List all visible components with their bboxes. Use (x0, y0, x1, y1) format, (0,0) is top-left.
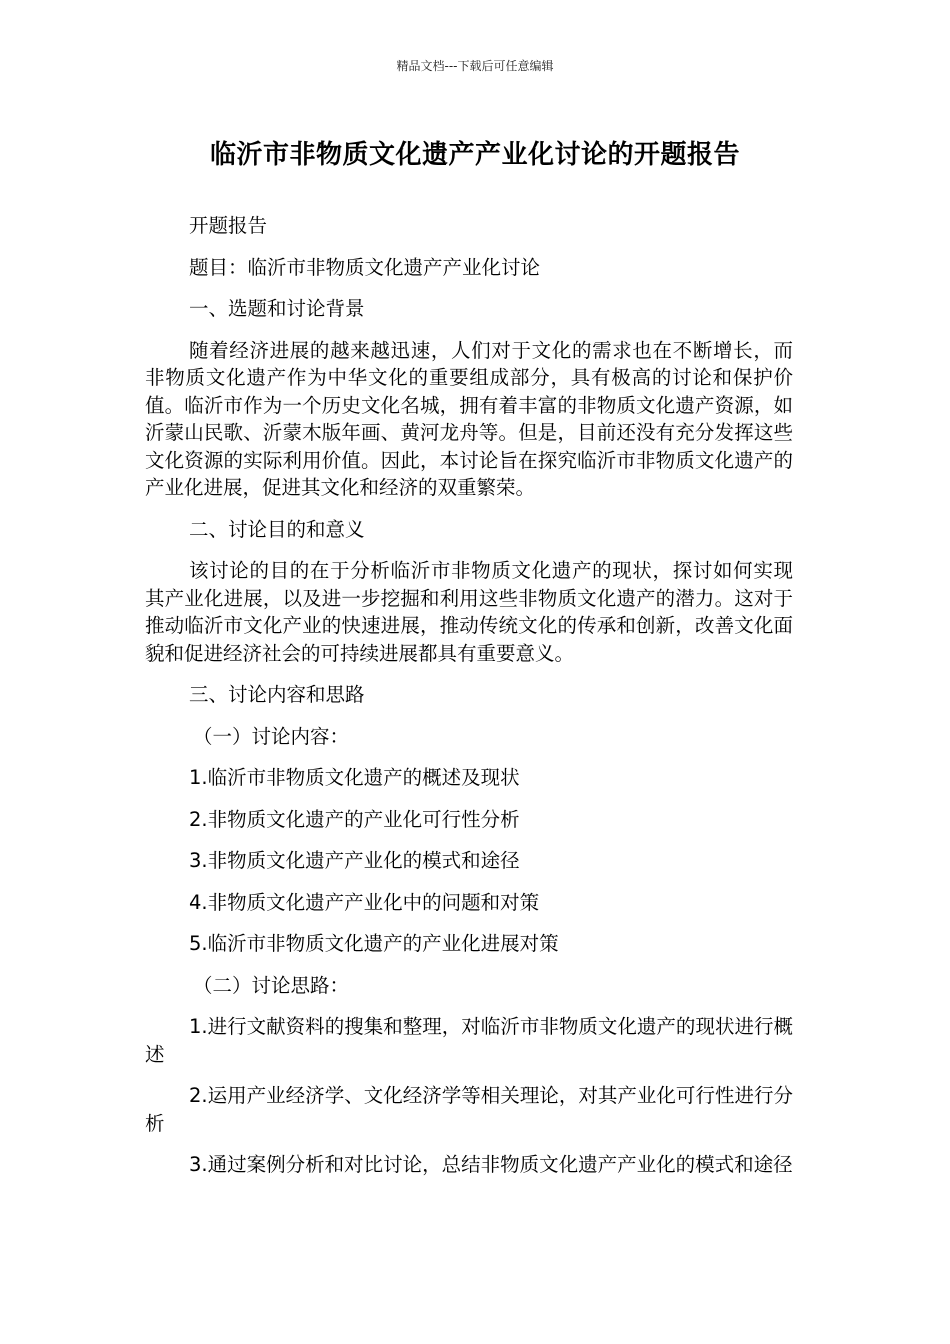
section-heading-background: 一、选题和讨论背景 (189, 297, 365, 320)
page-header: 精品文档---下载后可任意编辑 (396, 59, 554, 73)
list-item: 3.非物质文化遗产产业化的模式和途径 (189, 849, 520, 872)
topic-line: 题目：临沂市非物质文化遗产产业化讨论 (189, 255, 541, 279)
paragraph-purpose: 该讨论的目的在于分析临沂市非物质文化遗产的现状，探讨如何实现其产业化进展，以及进一步挖掘和利用这些非物质文化遗产的潜力。这对于推动临沂市文化产业的快速进展，推动传统文化的传承和创新，改善文化面貌和促进经济社会的可持续进展都具有重要意义。 (145, 559, 793, 665)
section-heading-purpose: 二、讨论目的和意义 (189, 517, 365, 541)
subheading-content: （一）讨论内容： (193, 724, 350, 748)
label-report: 开题报告 (189, 214, 268, 237)
document-body (145, 212, 793, 1193)
list-item: 1.临沂市非物质文化遗产的概述及现状 (189, 766, 520, 789)
list-item: 1.进行文献资料的搜集和整理，对临沂市非物质文化遗产的现状进行概述 (145, 1015, 793, 1066)
section-heading-content: 三、讨论内容和思路 (189, 683, 365, 706)
subheading-approach: （二）讨论思路： (193, 973, 350, 997)
document-title: 临沂市非物质文化遗产产业化讨论的开题报告 (209, 140, 740, 170)
list-item: 3.通过案例分析和对比讨论，总结非物质文化遗产产业化的模式和途径 (189, 1153, 793, 1176)
list-item: 4.非物质文化遗产产业化中的问题和对策 (189, 890, 540, 914)
list-item: 5.临沂市非物质文化遗产的产业化进展对策 (189, 932, 559, 955)
list-item: 2.运用产业经济学、文化经济学等相关理论，对其产业化可行性进行分析 (145, 1084, 793, 1135)
list-item: 2.非物质文化遗产的产业化可行性分析 (189, 807, 520, 831)
paragraph-background: 随着经济进展的越来越迅速，人们对于文化的需求也在不断增长，而非物质文化遗产作为中华文化的重要组成部分，具有极高的讨论和保护价值。临沂市作为一个历史文化名城，拥有着丰富的非物质文化遗产资源，如沂蒙山民歌、沂蒙木版年画、黄河龙舟等。但是，目前还没有充分发挥这些文化资源的实际利用价值。因此，本讨论旨在探究临沂市非物质文化遗产的产业化进展，促进其文化和经济的双重繁荣。 (145, 338, 793, 499)
